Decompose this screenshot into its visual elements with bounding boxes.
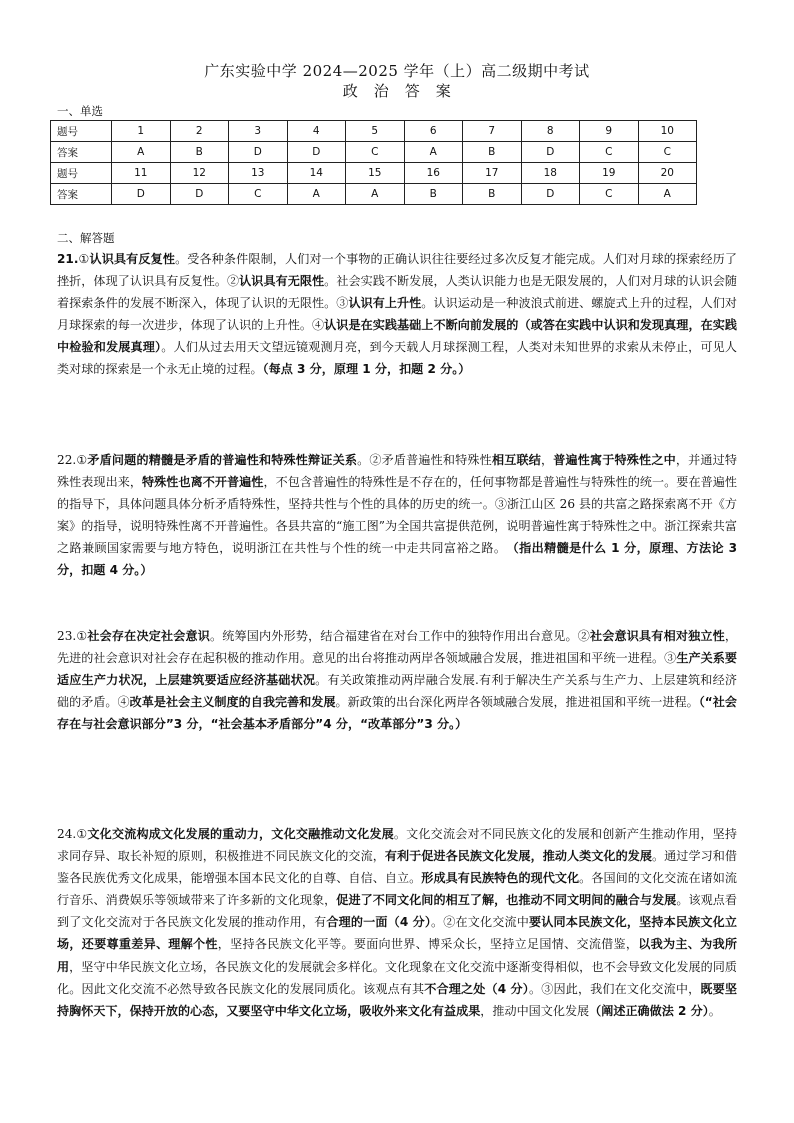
table-cell: 18	[521, 163, 580, 184]
answer-text: 。有关政策推动两岸融合发展.有利于解决生产关系与生产力、上层建筑和经济础的矛盾。④	[57, 673, 737, 710]
exam-subtitle: 政 治 答 案	[342, 82, 452, 100]
table-cell: D	[229, 142, 288, 163]
key-point: 生产关系要适应生产力状况，上层建筑要适应经济基础状况	[57, 651, 737, 688]
scoring-note: （阐述正确做法 2 分）	[589, 1003, 709, 1018]
answer-table	[50, 120, 697, 205]
table-cell: 16	[404, 163, 463, 184]
table-cell: 题号	[51, 163, 112, 184]
table-cell: D	[521, 142, 580, 163]
table-cell: B	[170, 142, 229, 163]
scoring-note: （“社会存在与社会意识部分”3 分，“社会基本矛盾部分”4 分，“改革部分”3 分。）	[57, 695, 737, 732]
table-cell: C	[580, 184, 639, 205]
key-point: 要认同本民族文化，坚持本民族文化立场，还要尊重差异、理解个性	[57, 915, 737, 952]
table-cell: 6	[404, 121, 463, 142]
table-cell: 答案	[51, 142, 112, 163]
scoring-note: （指出精髓是什么 1 分，原理、方法论 3 分，扣题 4 分。）	[57, 541, 737, 578]
table-row	[51, 121, 697, 142]
answer-text: 。受各种条件限制，人们对一个事物的正确认识往往要经过多次反复才能完成。人们对月球的探索经历了挫折，体现了认识具有反复性。②	[57, 252, 737, 289]
section-single-choice-label: 一、单选	[57, 104, 103, 118]
key-point: 形成具有民族特色的现代文化	[421, 871, 580, 886]
answer-text: ①	[76, 827, 88, 841]
key-point: 特殊性也离不开普遍性	[142, 475, 264, 490]
table-cell: 答案	[51, 184, 112, 205]
table-cell: 14	[287, 163, 346, 184]
answer-text: ①	[76, 453, 88, 467]
table-cell: B	[463, 142, 522, 163]
key-point: 社会存在决定社会意识	[87, 629, 210, 643]
table-cell: C	[346, 142, 405, 163]
table-cell: 17	[463, 163, 522, 184]
table-cell: 15	[346, 163, 405, 184]
key-point: 认识是在实践基础上不断向前发展的（或答在实践中认识和发现真理，在实践中检验和发展真理）	[57, 318, 737, 355]
key-point: 认识具有反复性	[89, 252, 176, 266]
key-point: 普遍性寓于特殊性之中	[553, 453, 676, 467]
answer-text: 。③因此，我们在文化交流中，	[528, 981, 701, 996]
table-cell: A	[404, 142, 463, 163]
question-21-answer	[57, 248, 737, 381]
exam-title: 广东实验中学 2024—2025 学年（上）高二级期中考试	[204, 62, 590, 80]
answer-text: ，不包含普遍性的特殊性是不存在的，任何事物都是普遍性与特殊性的统一。要在普遍性的指导下，具体问题具体分析矛盾特殊性，坚持共性与个性的具体的历史的统一。③浙江山区 26 县的共富之路探索离不开《方案》的指导，说明特殊性离不开普遍性。各县共富的“施工图”为全国共富提供范例，说明普遍性寓于特殊性之中。浙江探索共富之路兼顾国家需要与地方特色，说明浙江在共性与个性的统一中走共同富裕之路。	[57, 475, 737, 556]
table-cell: 19	[580, 163, 639, 184]
key-point: 既要坚持胸怀天下，保持开放的心态，又要坚守中华文化立场，吸收外来文化有益成果	[57, 981, 737, 1018]
question-number: 21.	[57, 252, 79, 266]
table-cell: D	[521, 184, 580, 205]
table-cell: 13	[229, 163, 288, 184]
table-cell: 3	[229, 121, 288, 142]
table-cell: 5	[346, 121, 405, 142]
question-23-answer	[57, 625, 737, 735]
question-22-answer	[57, 449, 737, 582]
key-point: 矛盾问题的精髓是矛盾的普遍性和特殊性辩证关系	[87, 453, 358, 467]
answer-text: 。人们从过去用天文望远镜观测月亮，到今天载人月球探测工程，人类对未知世界的求索从未停止，可见人类对球的探索是一个永无止境的过程。	[57, 340, 737, 377]
answer-text: 。通过学习和借鉴各民族优秀文化成果，能增强本国本民文化的自尊、自信、自立。	[57, 849, 737, 886]
table-cell: 9	[580, 121, 639, 142]
table-cell: A	[346, 184, 405, 205]
answer-text: 。社会实践不断发展，人类认识能力也是无限发展的，人们对月球的认识会随着探索条件的发展不断深入，体现了认识的无限性。③	[57, 274, 737, 311]
answer-text: 。该观点看到了文化交流对于各民族文化发展的推动作用，有	[57, 893, 737, 930]
question-24-answer	[57, 823, 737, 1022]
scoring-note: （每点 3 分，原理 1 分，扣题 2 分。）	[262, 362, 471, 377]
table-cell: 11	[112, 163, 171, 184]
table-cell: 2	[170, 121, 229, 142]
answer-text: 。认识运动是一种波浪式前进、螺旋式上升的过程，人们对月球探索的每一次进步，体现了认识的上升性。④	[57, 296, 737, 333]
table-cell: 1	[112, 121, 171, 142]
answer-text: 。②矛盾普遍性和特殊性	[357, 453, 492, 467]
table-cell: C	[580, 142, 639, 163]
key-point: 改革是社会主义制度的自我完善和发展	[129, 695, 336, 710]
table-cell: 题号	[51, 121, 112, 142]
answer-text: ，推动中国文化发展	[480, 1003, 590, 1018]
question-number: 24.	[57, 827, 77, 841]
table-row	[51, 184, 697, 205]
key-point: 文化交流构成文化发展的重动力，文化交融推动文化发展	[87, 827, 394, 841]
table-cell: D	[170, 184, 229, 205]
table-cell: 4	[287, 121, 346, 142]
question-number: 22.	[57, 453, 77, 467]
answer-text: ①	[78, 252, 90, 266]
table-cell: C	[229, 184, 288, 205]
question-number: 23.	[57, 629, 77, 643]
table-cell: D	[287, 142, 346, 163]
table-cell: 8	[521, 121, 580, 142]
answer-text: ，坚守中华民族文化立场，各民族文化的发展就会多样化。文化现象在文化交流中逐渐变得相似，也不会导致文化发展的同质化。因此文化交流不必然导致各民族文化的发展同质化。该观点有其	[57, 959, 737, 996]
table-cell: A	[112, 142, 171, 163]
answer-text: ，并通过特殊性表现出来，	[57, 453, 737, 490]
table-cell: 20	[638, 163, 697, 184]
key-point: 认识具有无限性	[239, 274, 325, 289]
key-point: 社会意识具有相对独立性	[590, 629, 725, 643]
table-cell: 7	[463, 121, 522, 142]
scoring-note: 不合理之处（4 分）	[424, 981, 529, 996]
answer-text: 。新政策的出台深化两岸各领域融合发展，推进祖国和平统一进程。	[335, 695, 699, 710]
answer-text: ，坚持各民族文化平等。要面向世界、博采众长，坚持立足国情、交流借鉴，	[217, 937, 639, 952]
scoring-note: 合理的一面（4 分）	[326, 915, 432, 930]
answer-text: 。各国间的文化交流在诸如流行音乐、消费娱乐等领域带来了许多新的文化现象，	[57, 871, 737, 908]
answer-text: ，先进的社会意识对社会存在起积极的推动作用。意见的出台将推动两岸各领域融合发展，推进祖国和平统一进程。③	[57, 629, 737, 666]
section-answer-questions-label: 二、解答题	[57, 231, 115, 245]
key-point: 有利于促进各民族文化发展，推动人类文化的发展	[384, 849, 653, 864]
answer-text: ，	[540, 453, 554, 467]
table-cell: 10	[638, 121, 697, 142]
key-point: 以我为主、为我所用	[57, 937, 737, 974]
table-cell: D	[112, 184, 171, 205]
answer-text: 。统筹国内外形势，结合福建省在对台工作中的独特作用出台意见。②	[210, 629, 591, 643]
table-cell: B	[404, 184, 463, 205]
key-point: 促进了不同文化间的相互了解，也推动不同文明间的融合与发展	[336, 893, 677, 908]
table-cell: 12	[170, 163, 229, 184]
key-point: 认识有上升性	[348, 296, 422, 311]
key-point: 相互联结	[491, 453, 541, 467]
answer-text: 。文化交流会对不同民族文化的发展和创新产生推动作用，坚持求同存异、取长补短的原则，积极推进不同民族文化的交流，	[57, 827, 737, 864]
table-row	[51, 142, 697, 163]
answer-text: 。	[708, 1003, 721, 1018]
table-row	[51, 163, 697, 184]
table-cell: B	[463, 184, 522, 205]
table-cell: A	[638, 184, 697, 205]
answer-text: ①	[76, 629, 88, 643]
table-cell: A	[287, 184, 346, 205]
answer-text: 。②在文化交流中	[431, 915, 529, 930]
table-cell: C	[638, 142, 697, 163]
